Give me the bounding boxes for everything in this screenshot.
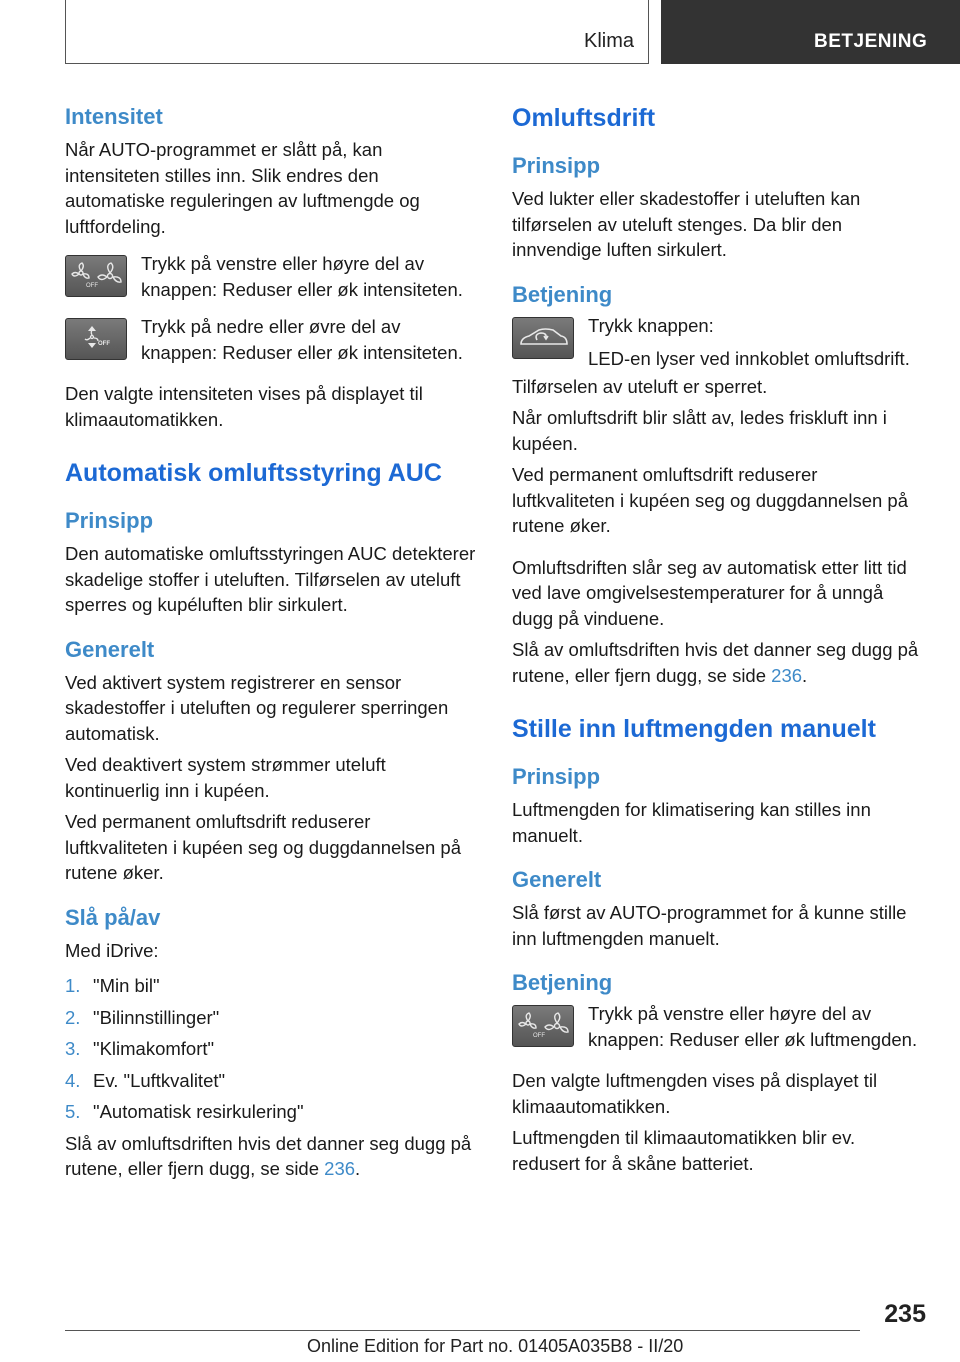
auc-slaa-heading: Slå på/av: [65, 904, 161, 930]
intensitet-airflow-instruction: [65, 314, 477, 365]
list-item: 5. "Automatisk resirkulering": [65, 1101, 304, 1122]
omluft-instruction: [512, 313, 924, 372]
intensitet-display-note: Den valgte intensiteten vises på displayet til klimaautomatikken.: [65, 383, 423, 430]
list-item: 1. "Min bil": [65, 975, 160, 996]
idrive-steps-list: [65, 973, 477, 1125]
auc-heading: Automatisk omluftsstyring AUC: [65, 459, 442, 487]
manuelt-p1: Den valgte luftmengden vises på displayet til klimaautomatikken.: [512, 1070, 878, 1117]
svg-text:OFF: OFF: [98, 341, 110, 347]
manuelt-prinsipp-body: Luftmengden for klimatisering kan stilles inn manuelt.: [512, 799, 871, 846]
omluft-p4: Omluftsdriften slår seg av automatisk etter litt tid ved lave omgivelsestemperaturer for å unngå dugg på vinduene.: [512, 556, 907, 629]
recirculation-button-icon: [512, 317, 574, 359]
airflow-button-icon: [65, 318, 127, 360]
auc-generelt-p3: Ved permanent omluftsdrift reduserer luftkvaliteten i kupéen seg og duggdannelsen på rutene øker.: [65, 811, 461, 883]
list-item: 4. Ev. "Luftkvalitet": [65, 1069, 226, 1091]
list-item: 2. "Bilinnstillinger": [65, 1006, 220, 1028]
intensitet-body: Når AUTO-programmet er slått på, kan intensiteten stilles inn. Slik endres den automatiske reguleringen av luftmengde og luftfordeling.: [65, 139, 420, 237]
footer-edition: Online Edition for Part no. 01405A035B8 - II/20: [307, 1336, 684, 1356]
chapter-title: Klima: [583, 30, 634, 52]
svg-text:OFF: OFF: [86, 283, 98, 289]
section-title: BETJENING: [814, 31, 928, 52]
intensitet-airflow-text: Trykk på nedre eller øvre del av knappen: Reduser eller øk intensiteten.: [141, 316, 463, 363]
right-column: [512, 103, 924, 1176]
omluft-instruction-text: Trykk knappen: LED-en lyser ved innkoblet omluftsdrift.: [588, 314, 910, 369]
auc-generelt-heading: Generelt: [65, 636, 155, 662]
omluft-p3: Ved permanent omluftsdrift reduserer luftkvaliteten i kupéen seg og duggdannelsen på rutene øker.: [512, 464, 908, 536]
manuelt-p2: Luftmengden til klimaautomatikken blir ev. redusert for å skåne batteriet.: [512, 1127, 856, 1174]
list-item: 3. "Klimakomfort": [65, 1038, 215, 1059]
omluft-p2: Når omluftsdrift blir slått av, ledes friskluft inn i kupéen.: [512, 407, 887, 454]
intensitet-fan-instruction: [65, 251, 477, 302]
svg-text:OFF: OFF: [533, 1033, 545, 1039]
omluft-p1: Tilførselen av uteluft er sperret.: [512, 375, 768, 397]
auc-prinsipp-heading: Prinsipp: [65, 508, 154, 533]
omluft-prinsipp-body: Ved lukter eller skadestoffer i uteluften kan tilførselen av uteluft stenges. Da blir den innvendige luften sirkulert.: [512, 188, 861, 260]
page-link-236[interactable]: 236: [324, 1158, 356, 1179]
omluft-betjening-heading: Betjening: [512, 281, 613, 307]
manuelt-generelt-heading: Generelt: [512, 867, 602, 892]
page-link-236[interactable]: 236: [771, 664, 803, 686]
auc-generelt-p2: Ved deaktivert system strømmer uteluft kontinuerlig inn i kupéen.: [65, 754, 386, 801]
auc-slaa-after: Slå av omluftsdriften hvis det danner seg dugg på rutene, eller fjern dugg, se side 236.: [65, 1132, 472, 1179]
manuelt-heading: Stille inn luftmengden manuelt: [512, 715, 876, 743]
fan-button-icon: [65, 255, 127, 297]
manuelt-prinsipp-heading: Prinsipp: [512, 764, 601, 789]
left-column: [65, 103, 477, 1182]
page-number: 235: [884, 1300, 926, 1328]
manuelt-generelt-body: Slå først av AUTO-programmet for å kunne stille inn luftmengden manuelt.: [512, 902, 907, 949]
intensitet-fan-text: Trykk på venstre eller høyre del av knappen: Reduser eller øk intensiteten.: [141, 253, 463, 300]
omluft-p5: Slå av omluftsdriften hvis det danner seg dugg på rutene, eller fjern dugg, se side 236.: [512, 639, 919, 686]
footer-divider: [65, 1330, 860, 1331]
auc-generelt-p1: Ved aktivert system registrerer en sensor skadestoffer i uteluften og regulerer sperringen automatisk.: [65, 671, 449, 744]
auc-prinsipp-body: Den automatiske omluftsstyringen AUC detekterer skadelige stoffer i uteluften. Tilførselen av uteluft sperres og kupéluften blir sirkulert.: [65, 543, 476, 615]
auc-slaa-intro: Med iDrive:: [65, 939, 159, 961]
header-chapter-box: [65, 0, 649, 64]
manuelt-instruction: [512, 1001, 924, 1052]
intensitet-heading: Intensitet: [65, 104, 163, 129]
omluft-heading: Omluftsdrift: [512, 104, 656, 132]
manuelt-instruction-text: Trykk på venstre eller høyre del av knappen: Reduser eller øk luftmengden.: [588, 1003, 918, 1050]
fan-button-icon: [512, 1005, 574, 1047]
omluft-prinsipp-heading: Prinsipp: [512, 153, 601, 178]
manuelt-betjening-heading: Betjening: [512, 970, 613, 995]
header-section-box: [661, 0, 960, 64]
